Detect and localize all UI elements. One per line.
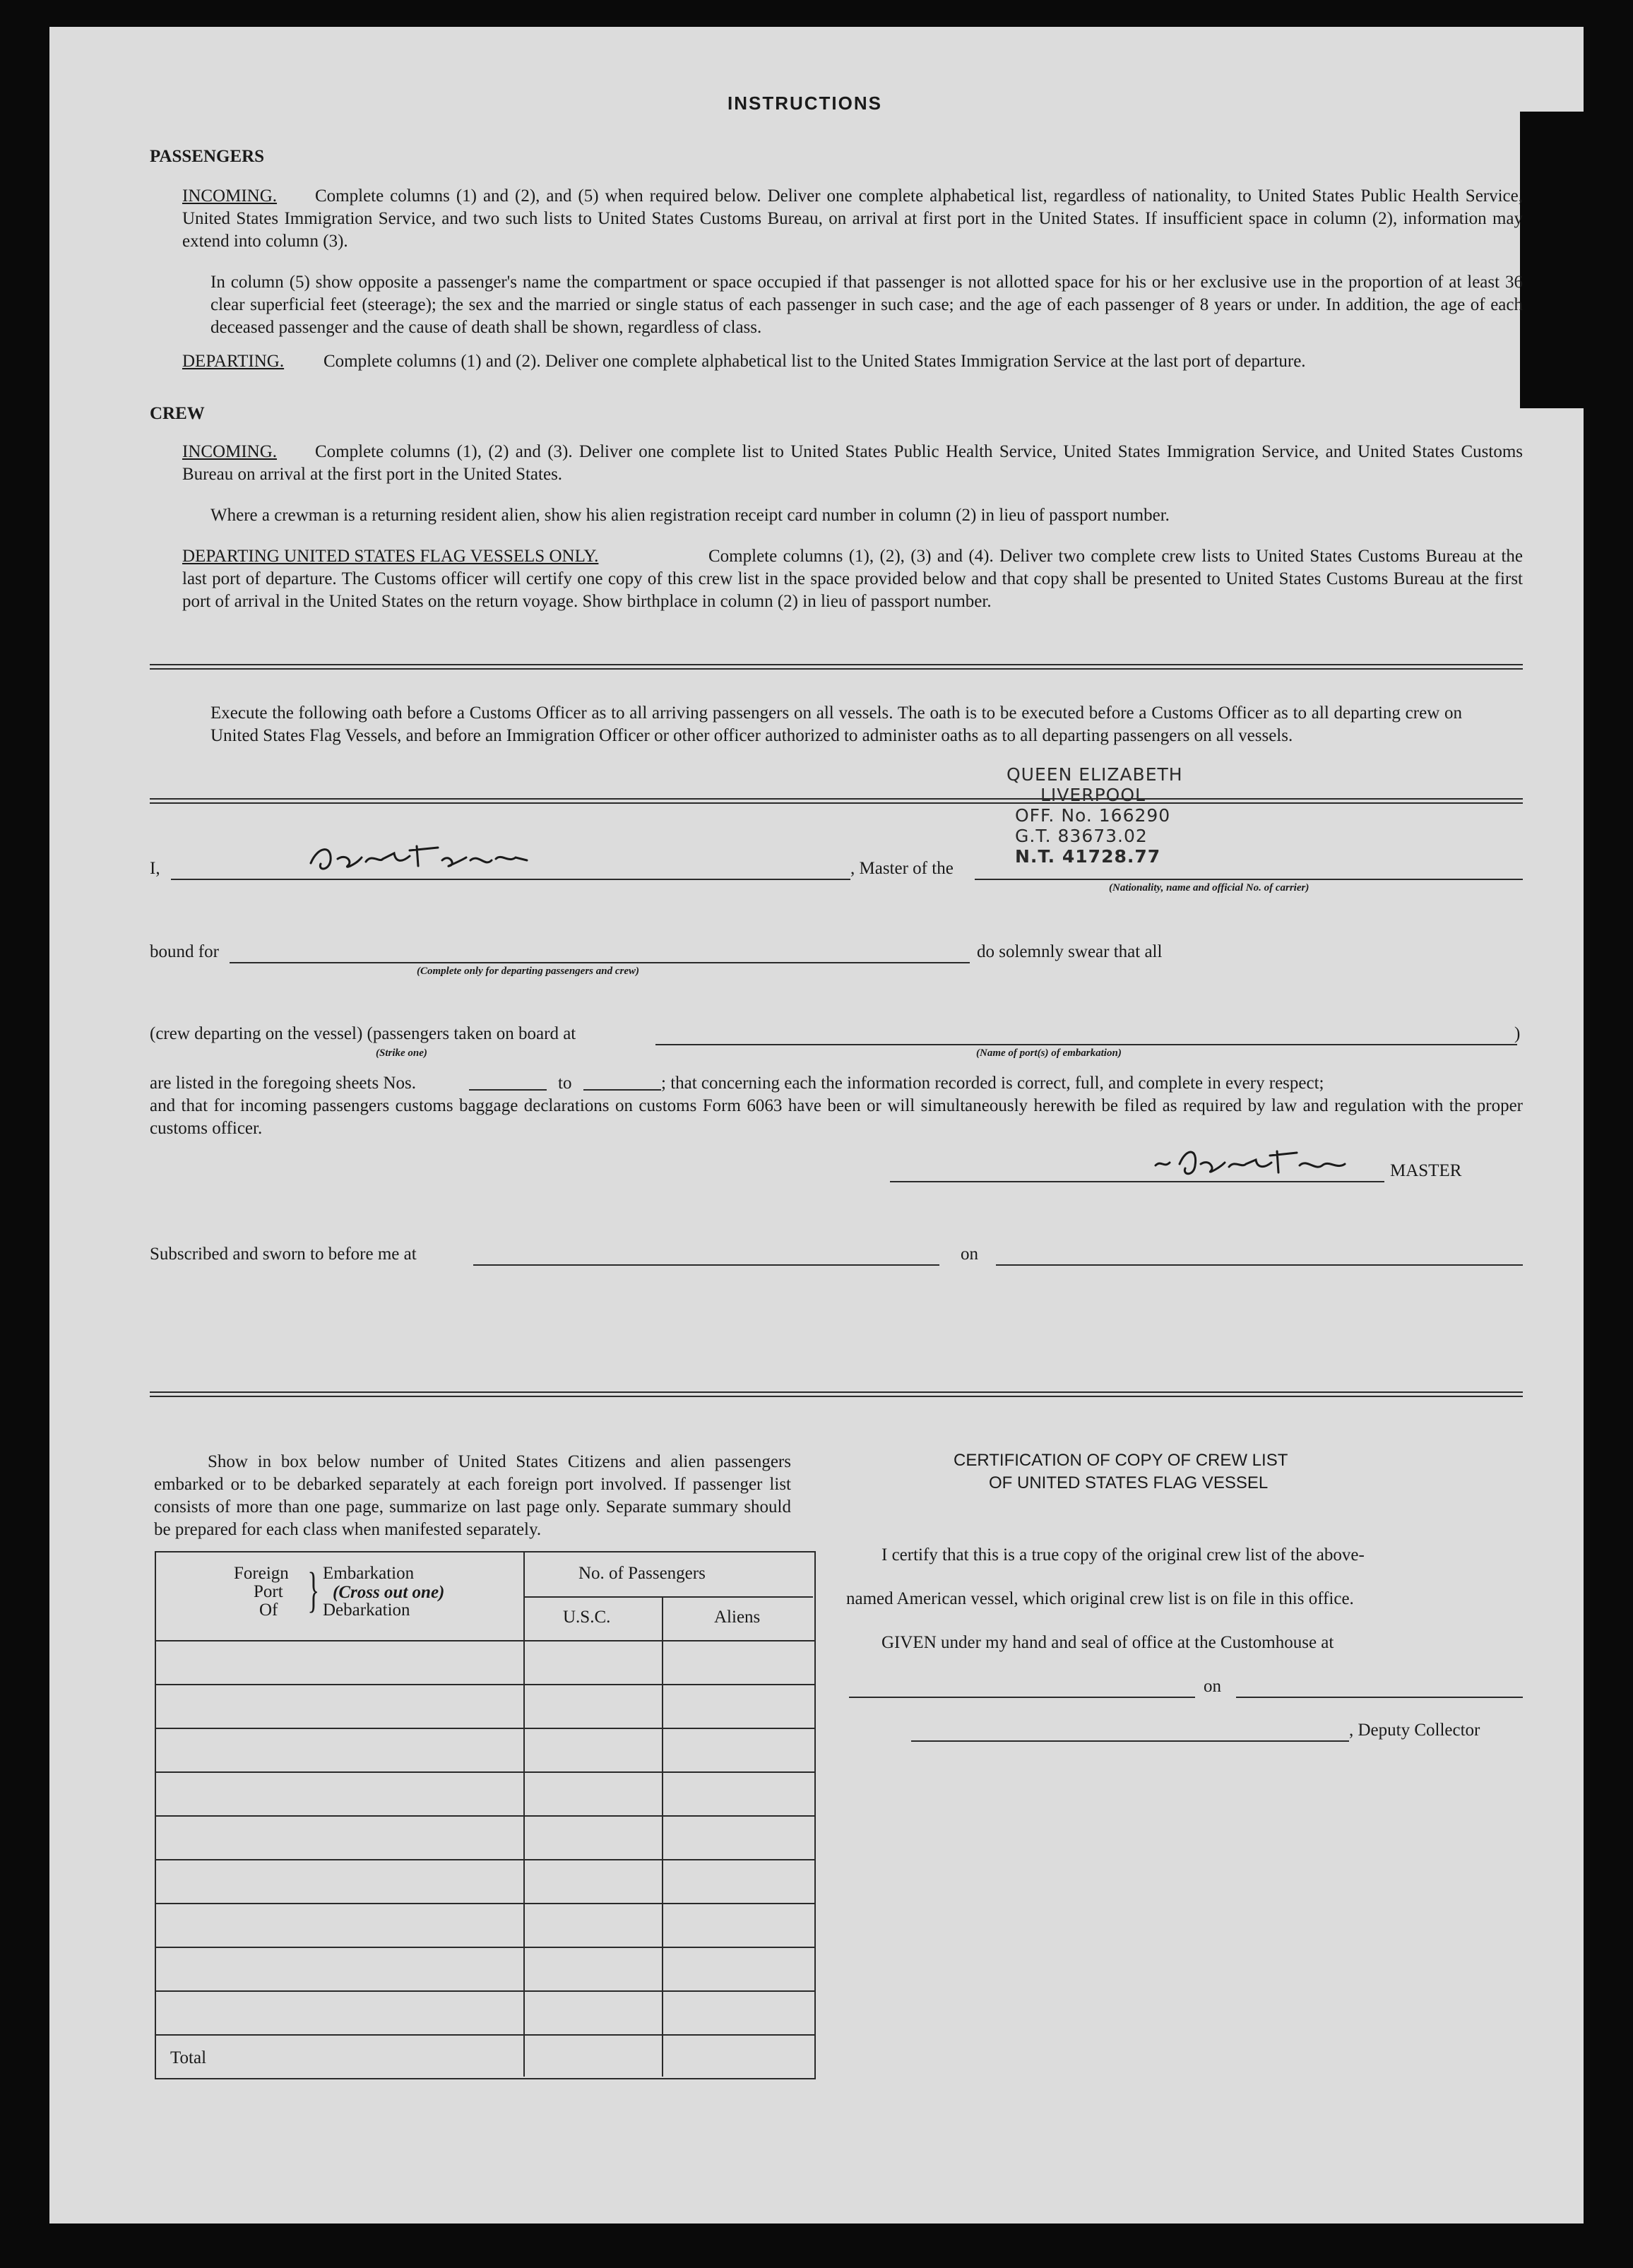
bound-for-line bbox=[230, 962, 970, 963]
strike-one-caption: (Strike one) bbox=[376, 1047, 427, 1059]
header-debarkation: Debarkation bbox=[323, 1601, 410, 1620]
stamp-official-no: OFF. No. 166290 bbox=[1015, 805, 1171, 826]
passengers-column5-text: In column (5) show opposite a passenger's name the compartment or space occupied if that passenger is not allotted space for his or her exclusive use in the proportion of at least 36 clear superficial feet (steerage); the sex and the married or single status of each passenger in such case; and the age of each passenger of 8 years or under. In addition, the age of each deceased passenger and the cause of death shall be shown, regardless of class. bbox=[210, 273, 1523, 337]
header-aliens: Aliens bbox=[714, 1608, 761, 1627]
oath-crew-departing: (crew departing on the vessel) (passengers taken on board at bbox=[150, 1024, 576, 1043]
oath-on-label: on bbox=[961, 1245, 978, 1264]
table-row-line bbox=[156, 2034, 814, 2036]
master-name-line bbox=[171, 879, 850, 880]
total-label: Total bbox=[170, 2048, 207, 2067]
carrier-caption: (Nationality, name and official No. of carrier) bbox=[1109, 882, 1310, 893]
stamp-port: LIVERPOOL bbox=[1040, 785, 1146, 805]
passengers-departing-label: DEPARTING. bbox=[182, 352, 285, 371]
crew-incoming-text bbox=[182, 441, 1523, 486]
header-usc: U.S.C. bbox=[563, 1608, 611, 1627]
oath-master-label: MASTER bbox=[1390, 1161, 1462, 1180]
stamp-vessel-name: QUEEN ELIZABETH bbox=[1006, 764, 1183, 785]
embarkation-line bbox=[655, 1044, 1517, 1045]
certification-deputy-label: , Deputy Collector bbox=[1349, 1721, 1480, 1740]
header-foreign: Foreign bbox=[234, 1564, 289, 1583]
document-page bbox=[49, 27, 1584, 2224]
oath-declaration: and that for incoming passengers customs baggage declarations on customs Form 6063 have been or will simultaneously herewith be filed as required by law and regulation with the proper customs officer. bbox=[150, 1096, 1523, 1138]
header-of: Of bbox=[259, 1601, 278, 1620]
bound-for-caption: (Complete only for departing passengers and crew) bbox=[417, 966, 639, 977]
table-row-line bbox=[156, 1728, 814, 1729]
certification-title-2: OF UNITED STATES FLAG VESSEL bbox=[989, 1473, 1269, 1492]
oath-i-label: I, bbox=[150, 859, 160, 878]
table-row-line bbox=[156, 1684, 814, 1685]
master-signature-2 bbox=[1151, 1137, 1349, 1187]
crew-alien-text: Where a crewman is a returning resident alien, show his alien registration receipt card number in column (2) in lieu of passport number. bbox=[210, 506, 1170, 525]
crew-incoming-body: Complete columns (1), (2) and (3). Deliver one complete list to United States Public Health Service, United States Immigration Service, and United States Customs Bureau on arrival at the first port in the United States. bbox=[182, 442, 1523, 484]
customhouse-place-line bbox=[849, 1697, 1195, 1698]
crew-heading: CREW bbox=[150, 404, 205, 423]
passengers-incoming-label: INCOMING. bbox=[182, 186, 278, 206]
sheets-to-line bbox=[583, 1089, 661, 1091]
header-cross-out: (Cross out one) bbox=[333, 1583, 445, 1602]
oath-sheets-suffix: ; that concerning each the information recorded is correct, full, and complete in every respect; bbox=[661, 1074, 1324, 1093]
section-divider-2 bbox=[150, 798, 1523, 804]
header-embarkation: Embarkation bbox=[323, 1564, 415, 1583]
crew-departing-text bbox=[182, 545, 1523, 613]
header-no-passengers: No. of Passengers bbox=[578, 1564, 706, 1583]
passengers-incoming-text bbox=[182, 185, 1523, 253]
section-divider-1 bbox=[150, 664, 1523, 670]
certification-line-1: I certify that this is a true copy of the original crew list of the above- bbox=[881, 1545, 1365, 1565]
master-signature-line bbox=[890, 1181, 1384, 1182]
certification-line-2: named American vessel, which original crew list is on file in this office. bbox=[846, 1589, 1354, 1608]
table-col-divider-1 bbox=[523, 1552, 525, 2077]
embarkation-caption: (Name of port(s) of embarkation) bbox=[976, 1047, 1122, 1059]
table-row-line bbox=[156, 1947, 814, 1948]
deputy-collector-line bbox=[911, 1740, 1349, 1742]
table-passengers-subheader-line bbox=[523, 1596, 813, 1598]
carrier-line bbox=[975, 879, 1523, 880]
vessel-stamp bbox=[1006, 764, 1183, 867]
header-brace: } bbox=[307, 1563, 320, 1617]
oath-intro: Execute the following oath before a Customs Officer as to all arriving passengers on all vessels. The oath is to be executed before a Customs Officer as to all departing crew on United States Flag Vessels, and before an Immigration Officer or other officer authorized to administer oaths as to all departing passengers on all vessels. bbox=[210, 703, 1462, 745]
oath-swear-text: do solemnly swear that all bbox=[977, 942, 1163, 961]
oath-sheets-to: to bbox=[558, 1074, 572, 1093]
master-signature bbox=[304, 832, 537, 881]
table-row-line bbox=[156, 1990, 814, 1992]
table-col-divider-2 bbox=[662, 1596, 663, 2077]
page-title: INSTRUCTIONS bbox=[728, 93, 882, 114]
table-header-line bbox=[156, 1640, 814, 1641]
table-row-line bbox=[156, 1859, 814, 1860]
summary-instructions: Show in box below number of United States Citizens and alien passengers embarked or to be debarked separately at each foreign port involved. If passenger list consists of more than one page, summarize on last page only. Separate summary should be prepared for each class when manifested separately. bbox=[154, 1452, 791, 1539]
customhouse-date-line bbox=[1236, 1697, 1523, 1698]
stamp-gross-tonnage: G.T. 83673.02 bbox=[1015, 826, 1148, 846]
section-divider-3 bbox=[150, 1391, 1523, 1397]
passenger-summary-table bbox=[155, 1551, 816, 2079]
torn-edge bbox=[1520, 112, 1584, 408]
table-row-line bbox=[156, 1771, 814, 1773]
certification-on-label: on bbox=[1204, 1677, 1221, 1696]
certification-title-1: CERTIFICATION OF COPY OF CREW LIST bbox=[954, 1451, 1288, 1470]
oath-master-of-label: , Master of the bbox=[850, 859, 954, 878]
sheets-from-line bbox=[469, 1089, 547, 1091]
subscribed-date-line bbox=[996, 1264, 1523, 1266]
embarkation-close-paren: ) bbox=[1514, 1024, 1521, 1043]
crew-departing-label: DEPARTING UNITED STATES FLAG VESSELS ONLY. bbox=[182, 547, 599, 566]
oath-subscribed-label: Subscribed and sworn to before me at bbox=[150, 1245, 417, 1264]
oath-sheets-prefix: are listed in the foregoing sheets Nos. bbox=[150, 1074, 416, 1093]
passengers-incoming-body: Complete columns (1) and (2), and (5) when required below. Deliver one complete alphabetical list, regardless of nationality, to United States Public Health Service, United States Immigration Service, and two such lists to United States Customs Bureau, on arrival at first port in the United States. If insufficient space in column (2), information may extend into column (3). bbox=[182, 186, 1523, 251]
header-port: Port bbox=[254, 1582, 283, 1601]
crew-departing-body: Complete columns (1), (2), (3) and (4). Deliver two complete crew lists to United States Customs Bureau at the last port of departure. The Customs officer will certify one copy of this crew list in the space provided below and that copy shall be presented to United States Customs Bureau at the first port of arrival in the United States on the return voyage. Show birthplace in column (2) in lieu of passport number. bbox=[182, 547, 1523, 611]
table-row-line bbox=[156, 1903, 814, 1904]
table-row-line bbox=[156, 1815, 814, 1817]
stamp-net-tonnage: N.T. 41728.77 bbox=[1015, 846, 1161, 867]
certification-given: GIVEN under my hand and seal of office at the Customhouse at bbox=[881, 1633, 1334, 1652]
passengers-heading: PASSENGERS bbox=[150, 147, 265, 166]
crew-incoming-label: INCOMING. bbox=[182, 442, 278, 461]
oath-bound-for-label: bound for bbox=[150, 942, 219, 961]
passengers-departing-text: Complete columns (1) and (2). Deliver one complete alphabetical list to the United States Immigration Service at the last port of departure. bbox=[323, 352, 1306, 371]
subscribed-place-line bbox=[473, 1264, 939, 1266]
